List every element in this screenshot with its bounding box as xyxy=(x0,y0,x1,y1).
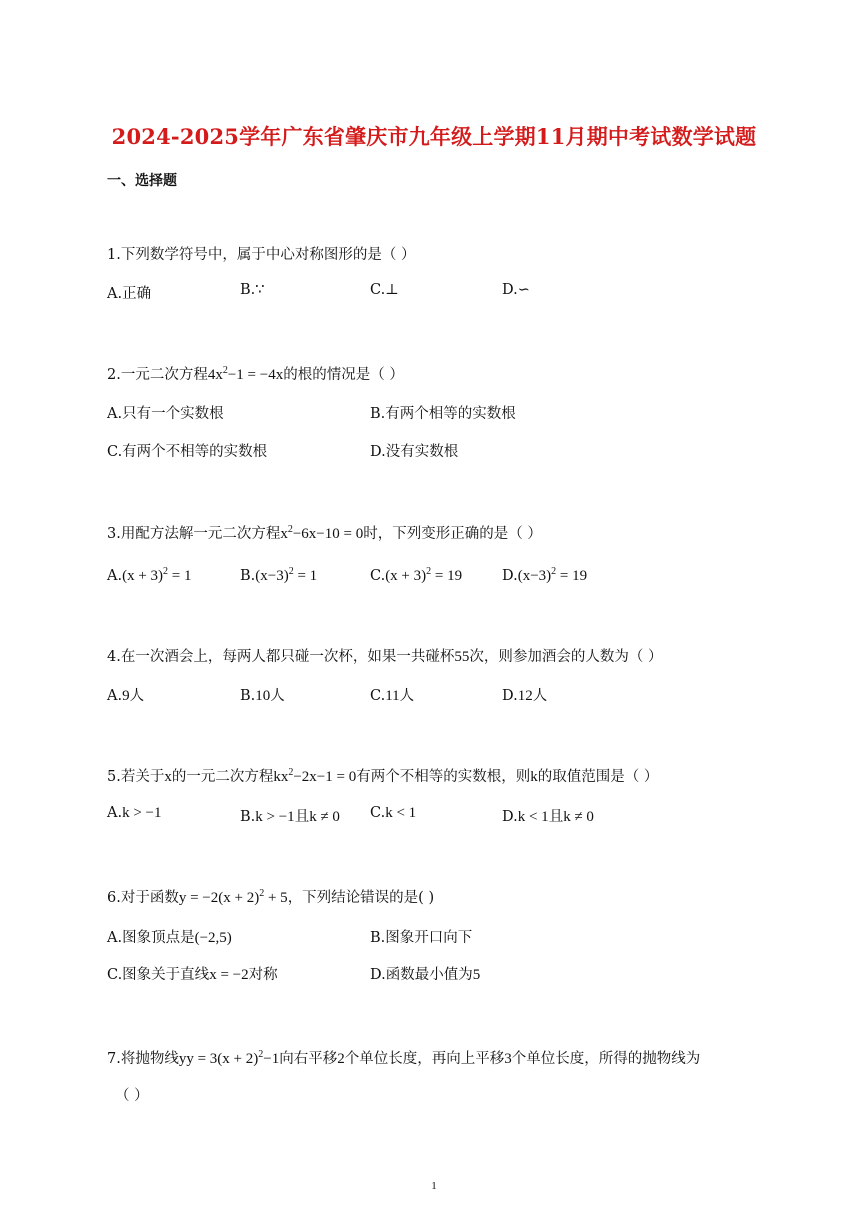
question-6-option-a: A.图象顶点是(−2,5) xyxy=(107,930,232,946)
question-2-option-b: B.有两个相等的实数根 xyxy=(370,406,516,422)
question-4-option-a: A.9人 xyxy=(107,688,145,704)
question-5-equation: $kx^2-2x-1 = 0$ xyxy=(273,767,357,785)
question-6-stem: 6.对于函数$y = -2(x + 2)^2 + 5$，下列结论错误的是( ) xyxy=(107,888,435,906)
question-4-option-d: D.12人 xyxy=(502,688,548,704)
question-6-option-c: C.图象关于直线x = −2对称 xyxy=(107,967,278,983)
question-2-equation: $4x^2-1 = -4x$ xyxy=(207,365,284,383)
question-7-answer-paren: （ ） xyxy=(115,1088,149,1104)
question-1-option-c: C.⊥ xyxy=(370,282,399,298)
question-5-stem: 5.若关于x的一元二次方程$kx^2-2x-1 = 0$有两个不相等的实数根，则k的取值范围是（ ） xyxy=(107,767,659,785)
question-3-option-a: $A.(x + 3)^2 = 1$ xyxy=(107,566,192,584)
page-number: 1 xyxy=(431,1180,437,1192)
question-1-option-b: B.∵ xyxy=(240,282,265,298)
question-4-option-b: B.10人 xyxy=(240,688,285,704)
question-3-option-b: $B.(x-3)^2 = 1$ xyxy=(240,566,318,584)
question-4-stem: 4.在一次酒会上，每两人都只碰一次杯，如果一共碰杯55次，则参加酒会的人数为（ ） xyxy=(107,649,663,665)
question-5-option-c: C.k < 1 xyxy=(370,805,417,821)
question-2-option-a: A.只有一个实数根 xyxy=(107,406,224,422)
question-6-function: $y = -2(x + 2)^2 + 5$ xyxy=(178,888,288,906)
question-6-option-b: B.图象开口向下 xyxy=(370,930,473,946)
question-2-option-c: C.有两个不相等的实数根 xyxy=(107,444,268,460)
question-3-stem: 3.用配方法解一元二次方程$x^2-6x-10 = 0$时，下列变形正确的是（ ） xyxy=(107,524,542,542)
question-6-option-d: D.函数最小值为5 xyxy=(370,967,481,983)
question-7-stem: 7.将抛物线yy = $3(x + 2)^2-1$向右平移2个单位长度，再向上平移3个单位长度，所得的抛物线为 xyxy=(107,1049,701,1067)
question-1-option-a: A.正确 xyxy=(107,286,152,302)
question-3-option-d: $D.(x-3)^2 = 19$ xyxy=(502,566,588,584)
question-5-option-b: B.k > −1且k ≠ 0 xyxy=(240,809,340,825)
question-5-option-a: A.k > −1 xyxy=(107,805,162,821)
question-5-option-d: D.k < 1且k ≠ 0 xyxy=(502,809,594,825)
question-2-option-d: D.没有实数根 xyxy=(370,444,459,460)
page-title: 2024-2025学年广东省肇庆市九年级上学期11月期中考试数学试题 xyxy=(111,124,757,149)
question-3-option-c: $C.(x + 3)^2 = 19$ xyxy=(370,566,463,584)
question-4-option-c: C.11人 xyxy=(370,688,415,704)
question-1-stem: 1.下列数学符号中，属于中心对称图形的是（ ） xyxy=(107,247,416,263)
question-2-stem: 2.一元二次方程$4x^2-1 = -4x$的根的情况是（ ） xyxy=(107,365,404,383)
question-3-equation: $x^2-6x-10 = 0$ xyxy=(280,524,364,542)
question-1-option-d: D.∽ xyxy=(502,282,530,298)
question-7-parabola: yy = $3(x + 2)^2-1$ xyxy=(178,1049,280,1067)
section-heading: 一、选择题 xyxy=(107,173,177,189)
